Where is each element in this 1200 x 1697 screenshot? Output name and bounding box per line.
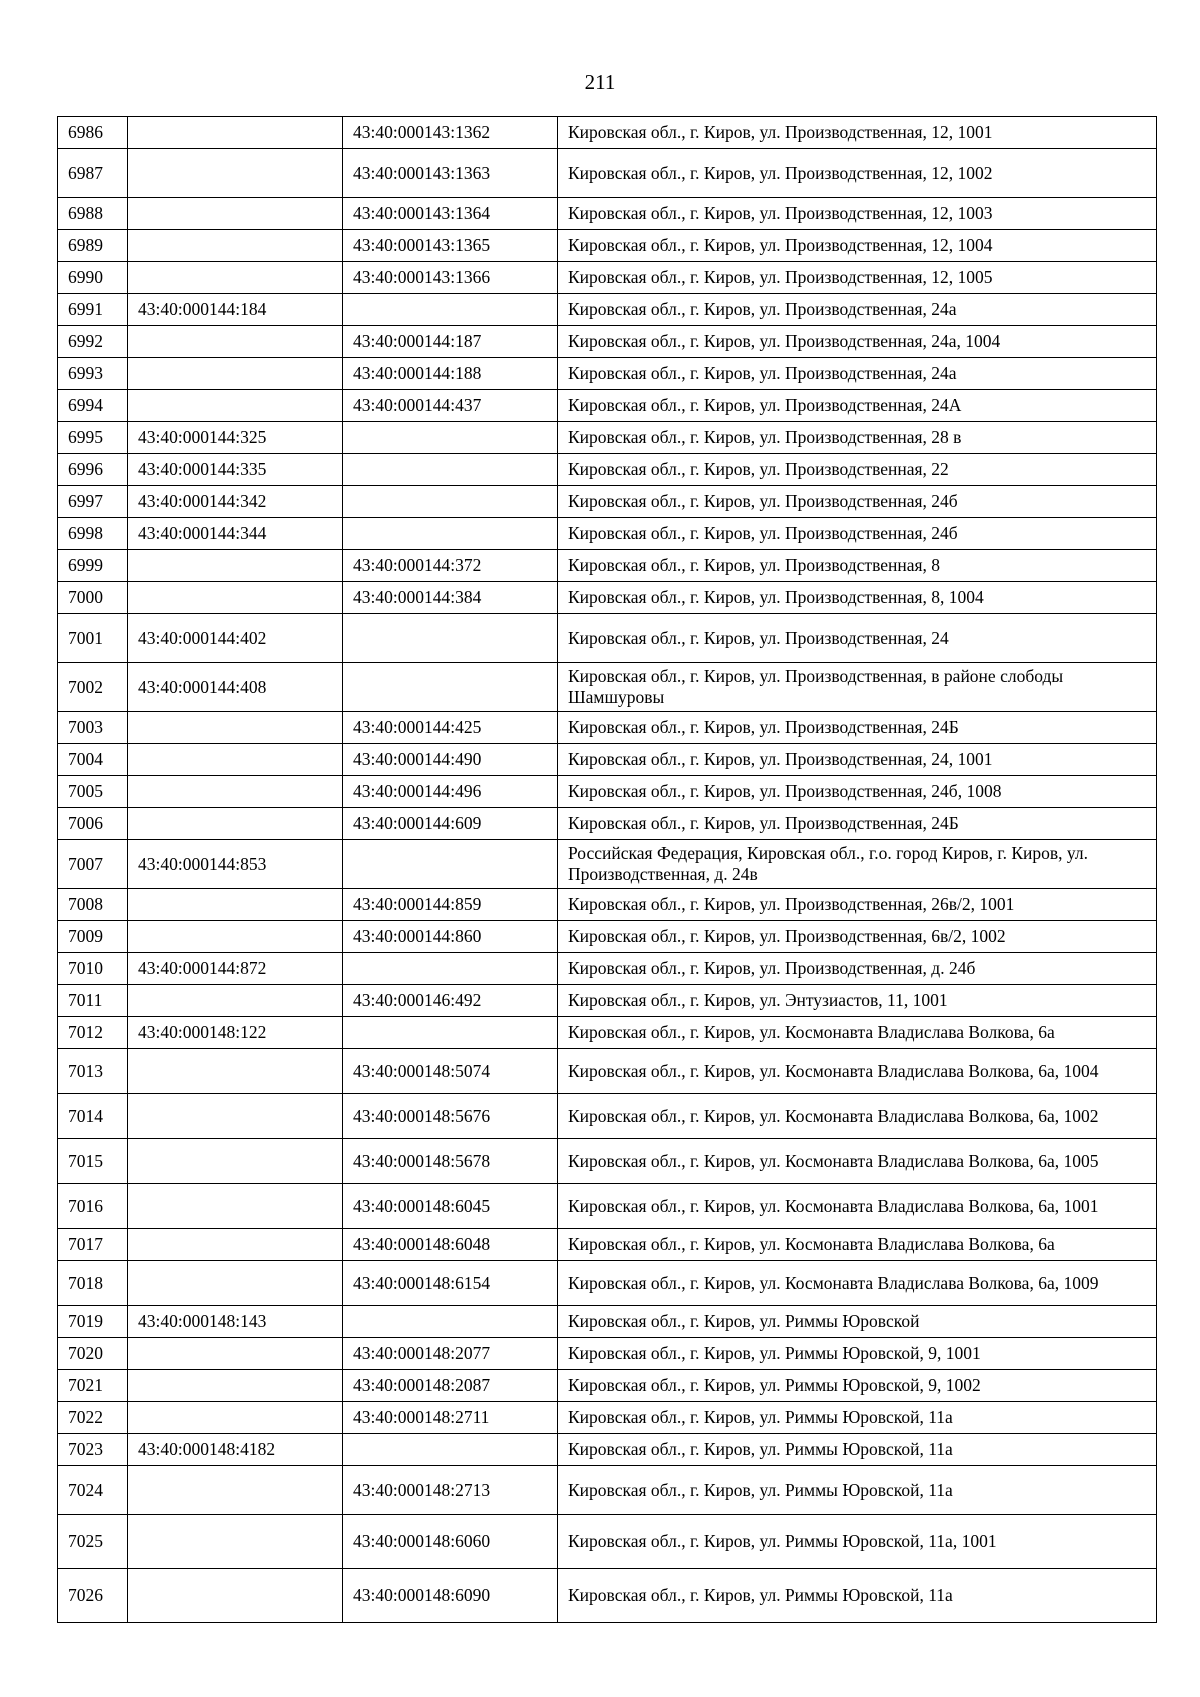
table-row: [58, 486, 1157, 518]
address-cell: Кировская обл., г. Киров, ул. Производственная, 12, 1004: [558, 230, 1157, 262]
address-cell: Кировская обл., г. Киров, ул. Риммы Юровской, 9, 1001: [558, 1338, 1157, 1370]
row-number-cell: 7012: [58, 1017, 128, 1049]
land-cadastral-number-cell: [128, 744, 343, 776]
address-cell: Кировская обл., г. Киров, ул. Космонавта Владислава Волкова, 6а, 1005: [558, 1139, 1157, 1184]
address-cell: Кировская обл., г. Киров, ул. Производственная, 24: [558, 614, 1157, 663]
table-row: [58, 1184, 1157, 1229]
land-cadastral-number-cell: 43:40:000144:344: [128, 518, 343, 550]
address-cell: Кировская обл., г. Киров, ул. Риммы Юровской, 11а: [558, 1569, 1157, 1623]
row-number-cell: 7011: [58, 985, 128, 1017]
row-number-cell: 7010: [58, 953, 128, 985]
land-cadastral-number-cell: [128, 582, 343, 614]
row-number-cell: 7002: [58, 663, 128, 712]
row-number-cell: 6998: [58, 518, 128, 550]
building-cadastral-number-cell: 43:40:000148:5678: [343, 1139, 558, 1184]
row-number-cell: 7013: [58, 1049, 128, 1094]
address-cell: Кировская обл., г. Киров, ул. Производственная, 24б: [558, 518, 1157, 550]
address-cell: Кировская обл., г. Киров, ул. Энтузиастов, 11, 1001: [558, 985, 1157, 1017]
table-row: [58, 117, 1157, 149]
building-cadastral-number-cell: [343, 294, 558, 326]
address-cell: Кировская обл., г. Киров, ул. Производственная, 28 в: [558, 422, 1157, 454]
row-number-cell: 7005: [58, 776, 128, 808]
land-cadastral-number-cell: [128, 390, 343, 422]
building-cadastral-number-cell: 43:40:000143:1362: [343, 117, 558, 149]
row-number-cell: 6999: [58, 550, 128, 582]
table-row: [58, 1017, 1157, 1049]
land-cadastral-number-cell: 43:40:000148:122: [128, 1017, 343, 1049]
land-cadastral-number-cell: [128, 358, 343, 390]
row-number-cell: 6995: [58, 422, 128, 454]
building-cadastral-number-cell: 43:40:000143:1366: [343, 262, 558, 294]
row-number-cell: 7026: [58, 1569, 128, 1623]
table-row: [58, 1094, 1157, 1139]
building-cadastral-number-cell: 43:40:000148:5676: [343, 1094, 558, 1139]
address-cell: Кировская обл., г. Киров, ул. Производственная, 12, 1002: [558, 149, 1157, 198]
table-row: [58, 1229, 1157, 1261]
land-cadastral-number-cell: 43:40:000144:872: [128, 953, 343, 985]
table-row: [58, 744, 1157, 776]
table-row: [58, 921, 1157, 953]
table-row: [58, 712, 1157, 744]
building-cadastral-number-cell: 43:40:000144:372: [343, 550, 558, 582]
address-cell: Кировская обл., г. Киров, ул. Производственная, 12, 1003: [558, 198, 1157, 230]
table-row: [58, 422, 1157, 454]
building-cadastral-number-cell: 43:40:000148:6154: [343, 1261, 558, 1306]
land-cadastral-number-cell: [128, 712, 343, 744]
address-cell: Кировская обл., г. Киров, ул. Производственная, 22: [558, 454, 1157, 486]
address-cell: Кировская обл., г. Киров, ул. Риммы Юровской, 9, 1002: [558, 1370, 1157, 1402]
building-cadastral-number-cell: [343, 953, 558, 985]
address-cell: Кировская обл., г. Киров, ул. Риммы Юровской, 11а: [558, 1402, 1157, 1434]
table-row: [58, 808, 1157, 840]
row-number-cell: 6991: [58, 294, 128, 326]
page-number: 211: [584, 70, 616, 94]
land-cadastral-number-cell: [128, 1402, 343, 1434]
land-cadastral-number-cell: [128, 1338, 343, 1370]
row-number-cell: 7004: [58, 744, 128, 776]
row-number-cell: 6993: [58, 358, 128, 390]
row-number-cell: 7020: [58, 1338, 128, 1370]
table-row: [58, 294, 1157, 326]
row-number-cell: 7017: [58, 1229, 128, 1261]
table-row: [58, 582, 1157, 614]
land-cadastral-number-cell: 43:40:000144:402: [128, 614, 343, 663]
building-cadastral-number-cell: 43:40:000144:425: [343, 712, 558, 744]
table-row: [58, 1402, 1157, 1434]
table-row: [58, 198, 1157, 230]
land-cadastral-number-cell: [128, 1094, 343, 1139]
table-row: [58, 358, 1157, 390]
table-row: [58, 390, 1157, 422]
row-number-cell: 6994: [58, 390, 128, 422]
address-cell: Кировская обл., г. Киров, ул. Риммы Юровской, 11а: [558, 1466, 1157, 1515]
land-cadastral-number-cell: [128, 550, 343, 582]
building-cadastral-number-cell: [343, 663, 558, 712]
land-cadastral-number-cell: [128, 1370, 343, 1402]
address-cell: Кировская обл., г. Киров, ул. Космонавта Владислава Волкова, 6а, 1004: [558, 1049, 1157, 1094]
land-cadastral-number-cell: [128, 1139, 343, 1184]
table-row: [58, 953, 1157, 985]
row-number-cell: 7021: [58, 1370, 128, 1402]
building-cadastral-number-cell: [343, 1017, 558, 1049]
row-number-cell: 7018: [58, 1261, 128, 1306]
building-cadastral-number-cell: [343, 518, 558, 550]
address-cell: Кировская обл., г. Киров, ул. Космонавта Владислава Волкова, 6а: [558, 1017, 1157, 1049]
land-cadastral-number-cell: [128, 1184, 343, 1229]
address-cell: Кировская обл., г. Киров, ул. Производственная, д. 24б: [558, 953, 1157, 985]
building-cadastral-number-cell: 43:40:000144:187: [343, 326, 558, 358]
building-cadastral-number-cell: 43:40:000144:860: [343, 921, 558, 953]
building-cadastral-number-cell: 43:40:000144:188: [343, 358, 558, 390]
row-number-cell: 6997: [58, 486, 128, 518]
address-cell: Кировская обл., г. Киров, ул. Производственная, 24Б: [558, 808, 1157, 840]
building-cadastral-number-cell: 43:40:000148:6045: [343, 1184, 558, 1229]
address-cell: Кировская обл., г. Киров, ул. Производственная, 24а, 1004: [558, 326, 1157, 358]
building-cadastral-number-cell: [343, 1434, 558, 1466]
address-cell: Кировская обл., г. Киров, ул. Производственная, 8, 1004: [558, 582, 1157, 614]
table-row: [58, 985, 1157, 1017]
table-row: [58, 262, 1157, 294]
table-row: [58, 840, 1157, 889]
row-number-cell: 7023: [58, 1434, 128, 1466]
table-row: [58, 614, 1157, 663]
row-number-cell: 6992: [58, 326, 128, 358]
land-cadastral-number-cell: [128, 149, 343, 198]
building-cadastral-number-cell: 43:40:000144:496: [343, 776, 558, 808]
building-cadastral-number-cell: [343, 1306, 558, 1338]
table-row: [58, 1434, 1157, 1466]
row-number-cell: 6990: [58, 262, 128, 294]
row-number-cell: 6989: [58, 230, 128, 262]
row-number-cell: 6986: [58, 117, 128, 149]
address-cell: Кировская обл., г. Киров, ул. Риммы Юровской, 11а: [558, 1434, 1157, 1466]
address-cell: Кировская обл., г. Киров, ул. Производственная, 6в/2, 1002: [558, 921, 1157, 953]
address-cell: Кировская обл., г. Киров, ул. Производственная, 24а: [558, 358, 1157, 390]
row-number-cell: 7008: [58, 889, 128, 921]
table-row: [58, 1466, 1157, 1515]
address-cell: Кировская обл., г. Киров, ул. Производственная, 24Б: [558, 712, 1157, 744]
building-cadastral-number-cell: 43:40:000144:859: [343, 889, 558, 921]
land-cadastral-number-cell: [128, 198, 343, 230]
table-row: [58, 454, 1157, 486]
land-cadastral-number-cell: 43:40:000144:853: [128, 840, 343, 889]
land-cadastral-number-cell: [128, 1515, 343, 1569]
row-number-cell: 7000: [58, 582, 128, 614]
address-cell: Кировская обл., г. Киров, ул. Риммы Юровской: [558, 1306, 1157, 1338]
land-cadastral-number-cell: 43:40:000148:4182: [128, 1434, 343, 1466]
row-number-cell: 7024: [58, 1466, 128, 1515]
building-cadastral-number-cell: 43:40:000143:1363: [343, 149, 558, 198]
table-row: [58, 326, 1157, 358]
row-number-cell: 7025: [58, 1515, 128, 1569]
address-cell: Кировская обл., г. Киров, ул. Риммы Юровской, 11а, 1001: [558, 1515, 1157, 1569]
land-cadastral-number-cell: [128, 1049, 343, 1094]
table-row: [58, 1139, 1157, 1184]
land-cadastral-number-cell: [128, 985, 343, 1017]
land-cadastral-number-cell: [128, 326, 343, 358]
building-cadastral-number-cell: [343, 486, 558, 518]
address-cell: Кировская обл., г. Киров, ул. Производственная, 12, 1001: [558, 117, 1157, 149]
table-row: [58, 1049, 1157, 1094]
address-cell: Кировская обл., г. Киров, ул. Производственная, 12, 1005: [558, 262, 1157, 294]
address-cell: Российская Федерация, Кировская обл., г.о. город Киров, г. Киров, ул. Производственная, д. 24в: [558, 840, 1157, 889]
row-number-cell: 6988: [58, 198, 128, 230]
building-cadastral-number-cell: 43:40:000144:384: [343, 582, 558, 614]
address-cell: Кировская обл., г. Киров, ул. Производственная, 24б: [558, 486, 1157, 518]
land-cadastral-number-cell: 43:40:000144:184: [128, 294, 343, 326]
land-cadastral-number-cell: [128, 1466, 343, 1515]
row-number-cell: 7007: [58, 840, 128, 889]
address-cell: Кировская обл., г. Киров, ул. Производственная, 24а: [558, 294, 1157, 326]
land-cadastral-number-cell: [128, 889, 343, 921]
address-cell: Кировская обл., г. Киров, ул. Космонавта Владислава Волкова, 6а, 1009: [558, 1261, 1157, 1306]
building-cadastral-number-cell: 43:40:000146:492: [343, 985, 558, 1017]
row-number-cell: 7001: [58, 614, 128, 663]
table-row: [58, 149, 1157, 198]
table-row: [58, 889, 1157, 921]
row-number-cell: 7019: [58, 1306, 128, 1338]
building-cadastral-number-cell: [343, 422, 558, 454]
row-number-cell: 6996: [58, 454, 128, 486]
building-cadastral-number-cell: 43:40:000148:6060: [343, 1515, 558, 1569]
row-number-cell: 7022: [58, 1402, 128, 1434]
address-cell: Кировская обл., г. Киров, ул. Производственная, 24, 1001: [558, 744, 1157, 776]
table-row: [58, 1569, 1157, 1623]
address-cell: Кировская обл., г. Киров, ул. Производственная, 24б, 1008: [558, 776, 1157, 808]
table-row: [58, 1338, 1157, 1370]
row-number-cell: 7015: [58, 1139, 128, 1184]
address-cell: Кировская обл., г. Киров, ул. Космонавта Владислава Волкова, 6а: [558, 1229, 1157, 1261]
row-number-cell: 7009: [58, 921, 128, 953]
address-cell: Кировская обл., г. Киров, ул. Производственная, 26в/2, 1001: [558, 889, 1157, 921]
land-cadastral-number-cell: [128, 262, 343, 294]
address-cell: Кировская обл., г. Киров, ул. Космонавта Владислава Волкова, 6а, 1002: [558, 1094, 1157, 1139]
building-cadastral-number-cell: 43:40:000144:437: [343, 390, 558, 422]
building-cadastral-number-cell: [343, 840, 558, 889]
table-row: [58, 230, 1157, 262]
registry-table: [57, 116, 1157, 1623]
land-cadastral-number-cell: [128, 921, 343, 953]
land-cadastral-number-cell: [128, 1229, 343, 1261]
land-cadastral-number-cell: [128, 1261, 343, 1306]
building-cadastral-number-cell: 43:40:000148:6048: [343, 1229, 558, 1261]
row-number-cell: 7006: [58, 808, 128, 840]
land-cadastral-number-cell: 43:40:000144:342: [128, 486, 343, 518]
row-number-cell: 7016: [58, 1184, 128, 1229]
building-cadastral-number-cell: 43:40:000148:5074: [343, 1049, 558, 1094]
table-row: [58, 1515, 1157, 1569]
land-cadastral-number-cell: [128, 117, 343, 149]
building-cadastral-number-cell: [343, 614, 558, 663]
land-cadastral-number-cell: [128, 808, 343, 840]
building-cadastral-number-cell: 43:40:000144:609: [343, 808, 558, 840]
address-cell: Кировская обл., г. Киров, ул. Производственная, в районе слободы Шамшуровы: [558, 663, 1157, 712]
building-cadastral-number-cell: [343, 454, 558, 486]
row-number-cell: 7014: [58, 1094, 128, 1139]
table-row: [58, 1370, 1157, 1402]
row-number-cell: 6987: [58, 149, 128, 198]
land-cadastral-number-cell: 43:40:000144:325: [128, 422, 343, 454]
building-cadastral-number-cell: 43:40:000148:2087: [343, 1370, 558, 1402]
land-cadastral-number-cell: [128, 230, 343, 262]
building-cadastral-number-cell: 43:40:000143:1364: [343, 198, 558, 230]
table-row: [58, 518, 1157, 550]
building-cadastral-number-cell: 43:40:000148:2711: [343, 1402, 558, 1434]
registry-table-body: [58, 117, 1157, 1623]
row-number-cell: 7003: [58, 712, 128, 744]
land-cadastral-number-cell: 43:40:000144:408: [128, 663, 343, 712]
building-cadastral-number-cell: 43:40:000148:2077: [343, 1338, 558, 1370]
address-cell: Кировская обл., г. Киров, ул. Производственная, 8: [558, 550, 1157, 582]
land-cadastral-number-cell: 43:40:000144:335: [128, 454, 343, 486]
table-row: [58, 1261, 1157, 1306]
land-cadastral-number-cell: [128, 1569, 343, 1623]
address-cell: Кировская обл., г. Киров, ул. Космонавта Владислава Волкова, 6а, 1001: [558, 1184, 1157, 1229]
building-cadastral-number-cell: 43:40:000144:490: [343, 744, 558, 776]
land-cadastral-number-cell: 43:40:000148:143: [128, 1306, 343, 1338]
building-cadastral-number-cell: 43:40:000143:1365: [343, 230, 558, 262]
table-row: [58, 776, 1157, 808]
address-cell: Кировская обл., г. Киров, ул. Производственная, 24А: [558, 390, 1157, 422]
table-row: [58, 663, 1157, 712]
table-row: [58, 1306, 1157, 1338]
building-cadastral-number-cell: 43:40:000148:6090: [343, 1569, 558, 1623]
building-cadastral-number-cell: 43:40:000148:2713: [343, 1466, 558, 1515]
land-cadastral-number-cell: [128, 776, 343, 808]
table-row: [58, 550, 1157, 582]
